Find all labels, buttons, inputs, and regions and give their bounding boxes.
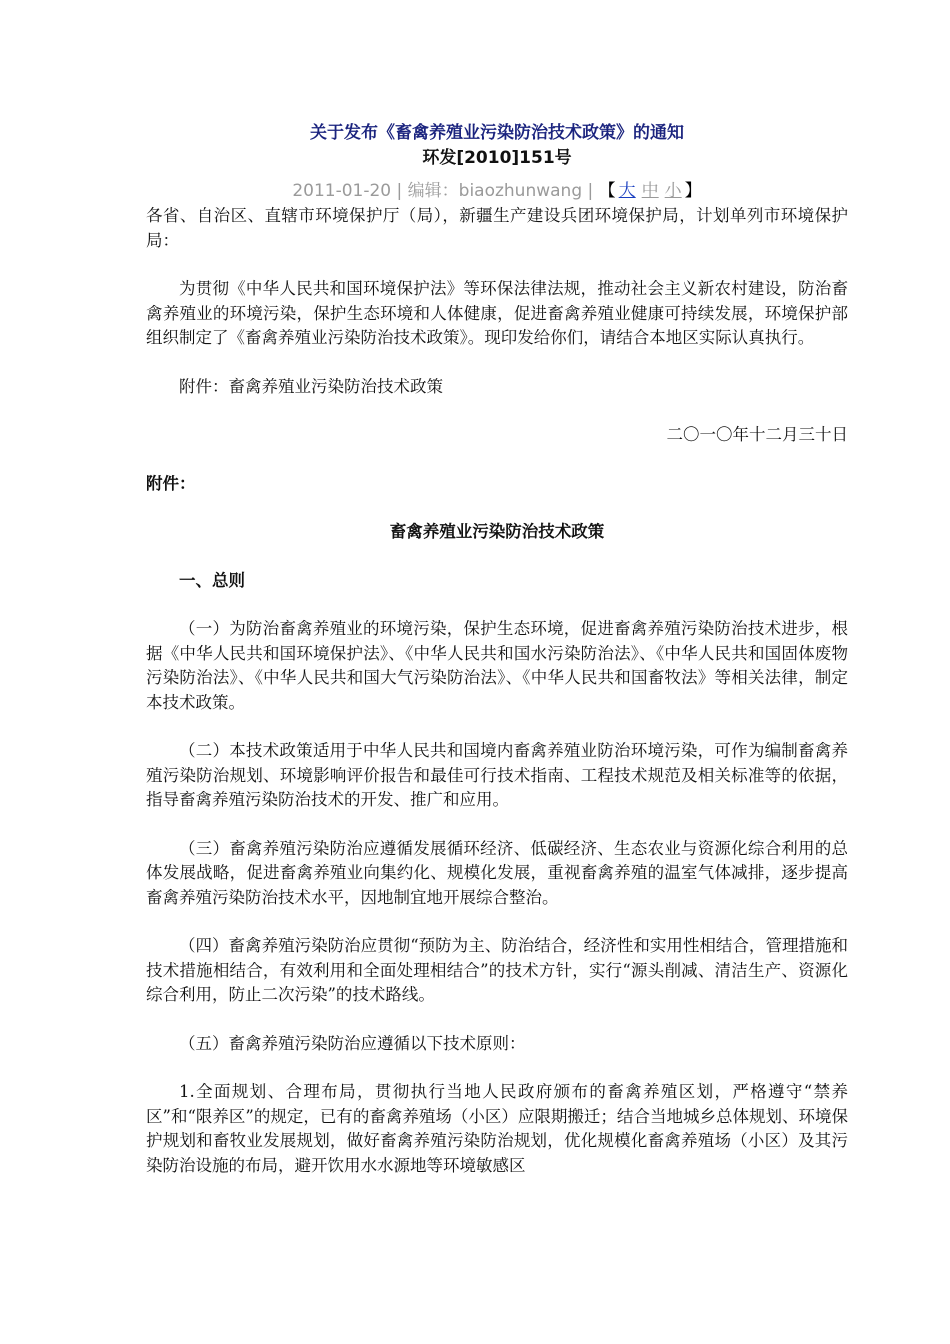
policy-item: （三）畜禽养殖污染防治应遵循发展循环经济、低碳经济、生态农业与资源化综合利用的总体发展战略，促进畜禽养殖业向集约化、规模化发展，重视畜禽养殖的温室气体减排，逐步提高畜禽养殖污染防治技术水平，因地制宜地开展综合整治。	[146, 838, 848, 907]
publish-date: 2011-01-20	[292, 181, 392, 201]
section-heading: 一、总则	[179, 570, 245, 590]
font-size-medium-link[interactable]: 中	[641, 181, 659, 201]
font-size-small-link[interactable]: 小	[664, 181, 682, 201]
document-page	[146, 120, 848, 1178]
policy-item: 1.全面规划、合理布局，贯彻执行当地人民政府颁布的畜禽养殖区划，严格遵守“禁养区”和“限养区”的规定，已有的畜禽养殖场（小区）应限期搬迁；结合当地城乡总体规划、环境保护规划和畜牧业发展规划，做好畜禽养殖污染防治规划，优化规模化畜禽养殖场（小区）及其污染防治设施的布局，避开饮用水水源地等环境敏感区	[146, 1082, 848, 1175]
meta-separator: |	[391, 181, 408, 201]
attachment-label: 附件：	[146, 473, 196, 493]
policy-item: （二）本技术政策适用于中华人民共和国境内畜禽养殖业防治环境污染，可作为编制畜禽养殖污染防治规划、环境影响评价报告和最佳可行技术指南、工程技术规范及相关标准等的依据，指导畜禽养殖污染防治技术的开发、推广和应用。	[146, 741, 848, 809]
document-title: 关于发布《畜禽养殖业污染防治技术政策》的通知	[310, 123, 684, 143]
font-size-bracket-open: 【	[598, 181, 616, 201]
policy-item: （五）畜禽养殖污染防治应遵循以下技术原则：	[179, 1033, 526, 1053]
document-number: 环发[2010]151号	[422, 148, 572, 168]
font-size-large-link[interactable]: 大	[618, 181, 636, 201]
attachment-note: 附件：畜禽养殖业污染防治技术政策	[179, 376, 443, 396]
signed-date: 二〇一〇年十二月三十日	[666, 425, 848, 444]
editor-label: 编辑：biaozhunwang	[407, 181, 583, 201]
meta-separator: |	[582, 181, 599, 201]
intro-paragraph: 为贯彻《中华人民共和国环境保护法》等环保法律法规，推动社会主义新农村建设，防治畜禽养殖业的环境污染，保护生态环境和人体健康，促进畜禽养殖业健康可持续发展，环境保护部组织制定了《畜禽养殖业污染防治技术政策》。现印发给你们，请结合本地区实际认真执行。	[146, 279, 848, 347]
policy-title: 畜禽养殖业污染防治技术政策	[389, 522, 605, 541]
policy-item: （一）为防治畜禽养殖业的环境污染，保护生态环境，促进畜禽养殖污染防治技术进步，根据《中华人民共和国环境保护法》、《中华人民共和国水污染防治法》、《中华人民共和国固体废物污染防治法》、《中华人民共和国大气污染防治法》、《中华人民共和国畜牧法》等相关法律，制定本技术政策。	[146, 619, 848, 712]
font-size-bracket-close: 】	[684, 181, 702, 201]
policy-item: （四）畜禽养殖污染防治应贯彻“预防为主、防治结合，经济性和实用性相结合，管理措施和技术措施相结合，有效利用和全面处理相结合”的技术方针，实行“源头削减、清洁生产、资源化综合利用，防止二次污染”的技术路线。	[146, 936, 848, 1004]
addressee-paragraph: 各省、自治区、直辖市环境保护厅（局），新疆生产建设兵团环境保护局，计划单列市环境保护局：	[146, 206, 848, 250]
meta-line	[146, 180, 848, 202]
